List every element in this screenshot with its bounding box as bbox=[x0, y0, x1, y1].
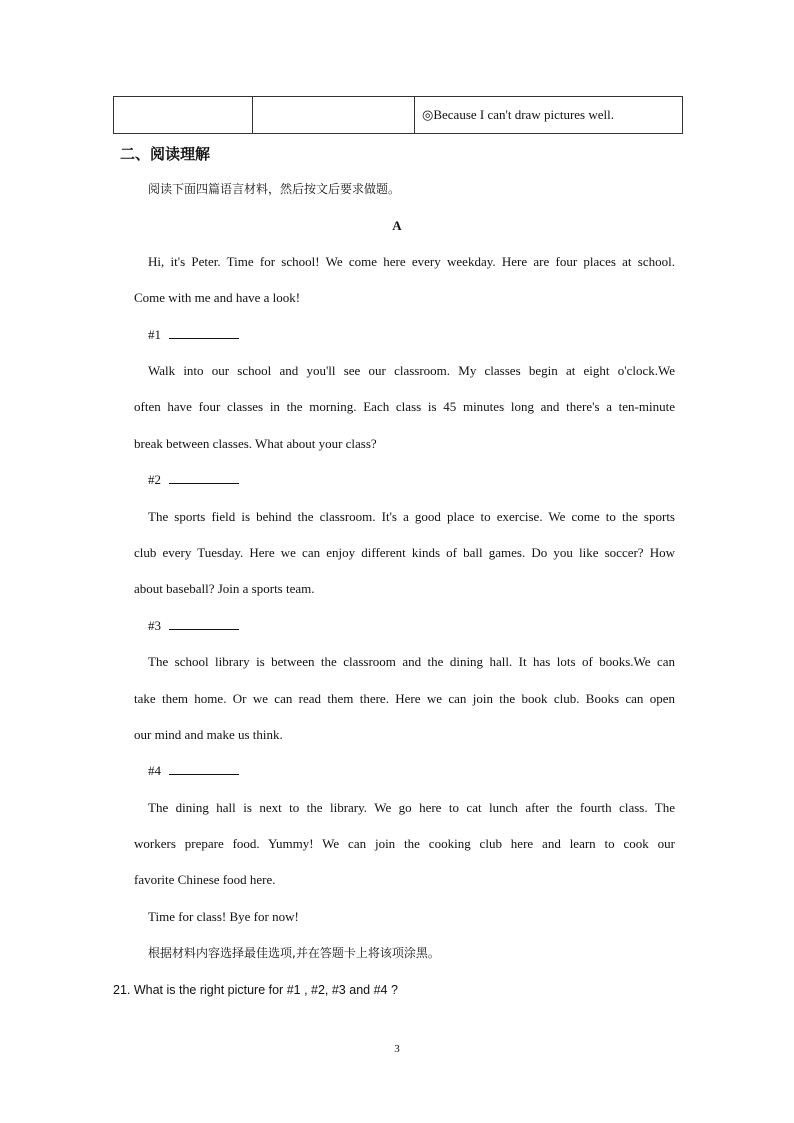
blank-1 bbox=[148, 326, 239, 344]
p4-line-3: favorite Chinese food here. bbox=[134, 872, 276, 887]
blank-4 bbox=[148, 762, 239, 780]
intro-line-2: Come with me and have a look! bbox=[134, 290, 301, 305]
question-21: 21. What is the right picture for #1 , #2, #3 and #4 ? bbox=[113, 983, 398, 997]
p1-line-3: break between classes. What about your class? bbox=[134, 436, 377, 451]
table-cell-2 bbox=[253, 97, 415, 134]
p2-line-1: The sports field is behind the classroom. It's a good place to exercise. We come to the sports bbox=[148, 509, 675, 524]
blank-2-line[interactable] bbox=[169, 471, 239, 484]
p4-line-2: workers prepare food. Yummy! We can join the cooking club here and learn to cook our bbox=[134, 836, 675, 851]
blank-3 bbox=[148, 617, 239, 635]
p2-line-2: club every Tuesday. Here we can enjoy different kinds of ball games. Do you like soccer? How bbox=[134, 545, 675, 560]
instruction-text: 阅读下面四篇语言材料，然后按文后要求做题。 bbox=[148, 182, 401, 196]
blank-2 bbox=[148, 471, 239, 489]
p3-line-1: The school library is between the classroom and the dining hall. It has lots of books.We can bbox=[148, 654, 675, 669]
closing-line: Time for class! Bye for now! bbox=[148, 909, 299, 924]
blank-4-label: #4 bbox=[148, 763, 161, 778]
answer-table bbox=[113, 96, 683, 134]
table-row bbox=[114, 97, 683, 134]
task-instruction: 根据材料内容选择最佳选项,并在答题卡上将该项涂黑。 bbox=[148, 946, 440, 960]
passage-label: A bbox=[392, 218, 402, 233]
p1-line-1: Walk into our school and you'll see our classroom. My classes begin at eight o'clock.We bbox=[148, 363, 675, 378]
p1-line-2: often have four classes in the morning. Each class is 45 minutes long and there's a ten-minute bbox=[134, 399, 675, 414]
p4-line-1: The dining hall is next to the library. We go here to cat lunch after the fourth class. The bbox=[148, 800, 675, 815]
intro-line-1: Hi, it's Peter. Time for school! We come here every weekday. Here are four places at school. bbox=[148, 254, 675, 269]
section-heading: 二、阅读理解 bbox=[120, 145, 211, 163]
p2-line-3: about baseball? Join a sports team. bbox=[134, 581, 315, 596]
blank-3-line[interactable] bbox=[169, 617, 239, 630]
p3-line-3: our mind and make us think. bbox=[134, 727, 283, 742]
blank-3-label: #3 bbox=[148, 618, 161, 633]
p3-line-2: take them home. Or we can read them there. Here we can join the book club. Books can open bbox=[134, 691, 675, 706]
table-cell-1 bbox=[114, 97, 253, 134]
blank-1-label: #1 bbox=[148, 327, 161, 342]
blank-4-line[interactable] bbox=[169, 762, 239, 775]
blank-1-line[interactable] bbox=[169, 326, 239, 339]
blank-2-label: #2 bbox=[148, 472, 161, 487]
table-cell-3: ◎Because I can't draw pictures well. bbox=[415, 97, 683, 134]
page-number: 3 bbox=[394, 1043, 400, 1055]
